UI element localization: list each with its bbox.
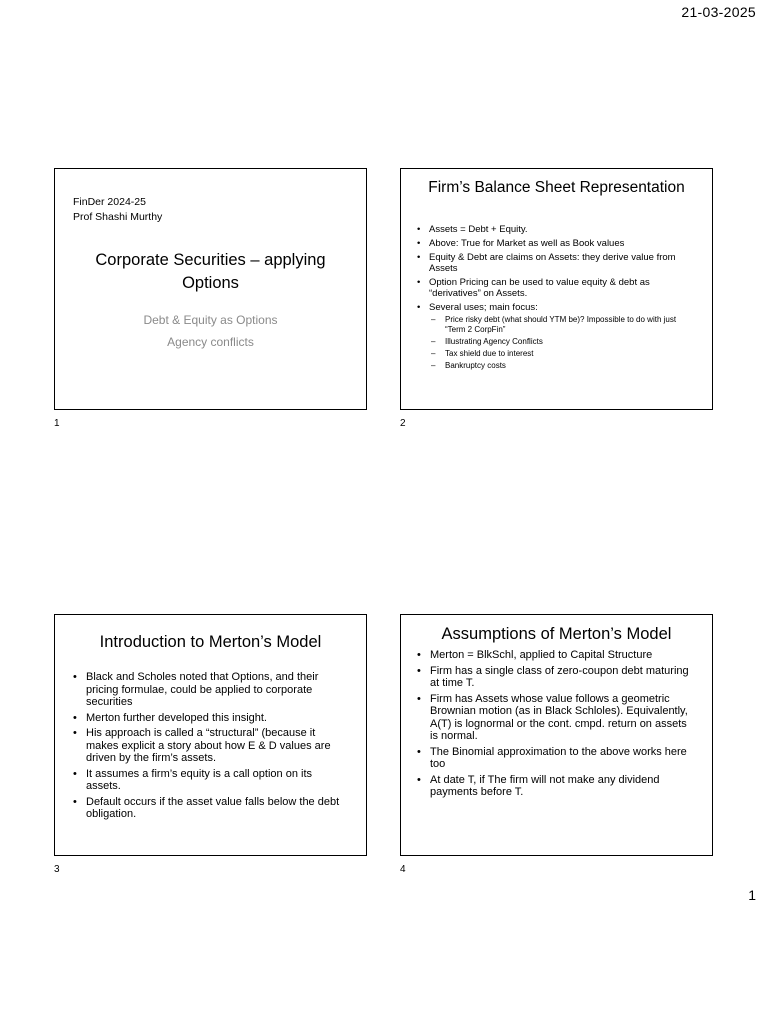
bullet-item: • His approach is called a “structural” (because it makes explicit a story about how E & D values are driven by the firm’s assets.: [73, 727, 344, 765]
slide-1-subtitle: [55, 309, 366, 353]
course-name: FinDer 2024-25: [73, 196, 146, 208]
print-date: 21-03-2025: [681, 4, 756, 20]
slide-4-bullet-list: [417, 649, 696, 802]
bullet-item: • Equity & Debt are claims on Assets: they derive value from Assets: [417, 252, 698, 274]
slide-3: [54, 614, 367, 856]
bullet-item: • Firm has Assets whose value follows a geometric Brownian motion (as in Black Schloles). Equivalently, A(T) is lognormal or the cont. cmpd. return on assets is normal.: [417, 693, 696, 743]
instructor-name: Prof Shashi Murthy: [73, 211, 163, 223]
slide-1-title: Corporate Securities – applying Options: [95, 251, 326, 292]
slide-3-bullet-list: [73, 671, 344, 824]
sub-bullet-list: [429, 315, 698, 371]
slide-1-number: 1: [54, 418, 60, 429]
bullet-item-with-subitems: [417, 302, 698, 371]
bullet-item: • Assets = Debt + Equity.: [417, 224, 698, 235]
bullet-item: • Merton = BlkSchl, applied to Capital Structure: [417, 649, 696, 662]
slide-1-course-info: [73, 195, 162, 225]
sub-bullet-item: – Bankruptcy costs: [429, 361, 698, 371]
bullet-item: • Merton further developed this insight.: [73, 712, 344, 725]
slide-2: [400, 168, 713, 410]
subtitle-line: Agency conflicts: [167, 335, 254, 349]
bullet-item: • The Binomial approximation to the above works here too: [417, 746, 696, 771]
bullet-text: Several uses; main focus:: [429, 302, 538, 313]
subtitle-line: Debt & Equity as Options: [143, 313, 278, 327]
slide-3-title: Introduction to Merton’s Model: [99, 633, 322, 651]
sub-bullet-item: – Tax shield due to interest: [429, 349, 698, 359]
sub-bullet-item: – Illustrating Agency Conflicts: [429, 337, 698, 347]
bullet-item: • Default occurs if the asset value falls below the debt obligation.: [73, 796, 344, 821]
page-number: 1: [748, 887, 756, 903]
bullet-item: • Black and Scholes noted that Options, and their pricing formulae, could be applied to corporate securities: [73, 671, 344, 709]
slide-1: [54, 168, 367, 410]
slide-2-number: 2: [400, 418, 406, 429]
slide-3-number: 3: [54, 864, 60, 875]
slide-2-title: Firm’s Balance Sheet Representation: [428, 179, 685, 196]
bullet-item: • It assumes a firm’s equity is a call option on its assets.: [73, 768, 344, 793]
slide-4-number: 4: [400, 864, 406, 875]
slide-4-title: Assumptions of Merton’s Model: [441, 625, 672, 643]
slide-2-bullet-list: [417, 224, 698, 374]
sub-bullet-item: – Price risky debt (what should YTM be)? Impossible to do with just “Term 2 CorpFin”: [429, 315, 698, 335]
bullet-item: • Option Pricing can be used to value equity & debt as “derivatives” on Assets.: [417, 277, 698, 299]
bullet-item: • Firm has a single class of zero-coupon debt maturing at time T.: [417, 665, 696, 690]
slide-4: [400, 614, 713, 856]
bullet-item: • Above: True for Market as well as Book values: [417, 238, 698, 249]
bullet-item: • At date T, if The firm will not make any dividend payments before T.: [417, 774, 696, 799]
